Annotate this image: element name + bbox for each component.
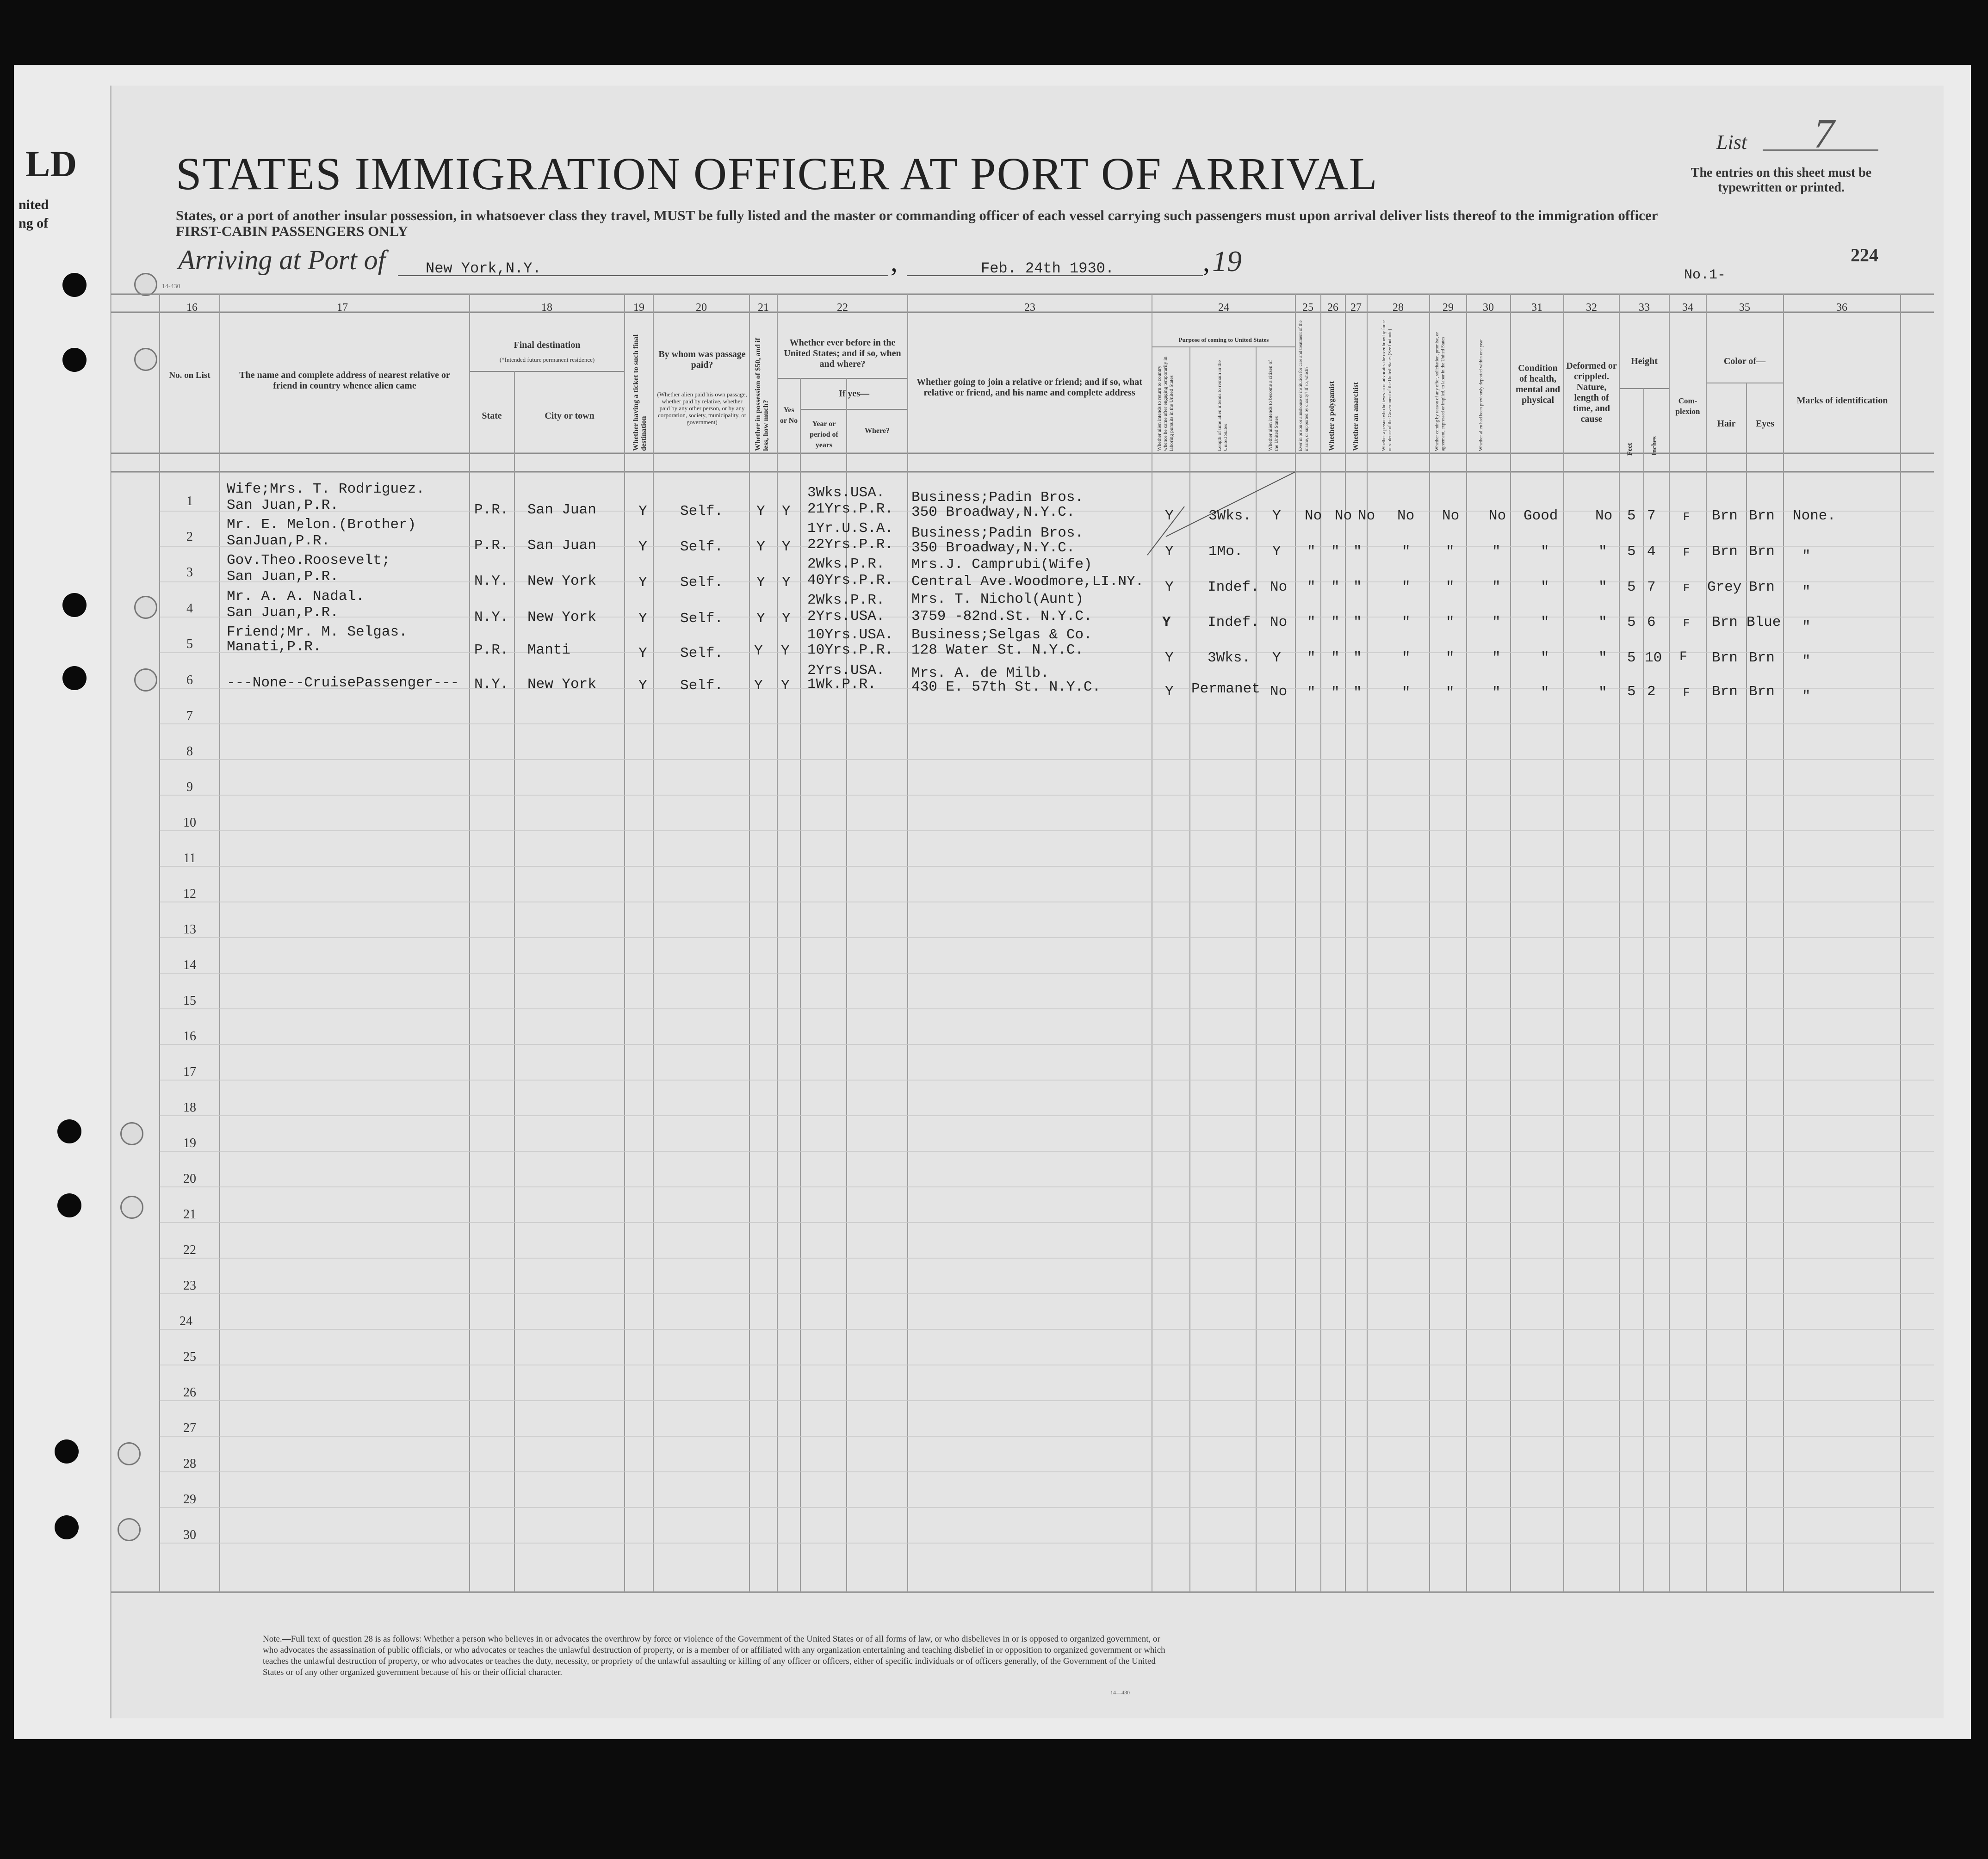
purpose-a-cell: Y: [1165, 684, 1174, 700]
city-cell: New York: [527, 609, 596, 625]
join-line: 128 Water St. N.Y.C.: [911, 642, 1084, 658]
date-value: Feb. 24th 1930.: [981, 260, 1115, 277]
row-number: 3: [186, 565, 193, 580]
city-cell: San Juan: [527, 502, 596, 518]
column-number: 35: [1739, 302, 1750, 314]
purpose-c-cell: Y: [1272, 543, 1281, 560]
header-where: Where?: [865, 427, 890, 435]
solicitation-cell: ": [1446, 614, 1455, 630]
relative-line: Gov.Theo.Roosevelt;: [227, 552, 390, 568]
form-subtitle: States, or a port of another insular possession, in whatsoever class they travel, MUST be fully listed and the master or commanding officer of each vessel carrying such passengers must upon arrival deliver lists thereof to the immigration officer: [176, 207, 1658, 223]
ticket-cell: Y: [638, 503, 647, 519]
prison-cell: No: [1305, 508, 1322, 524]
margin-fragment: ng of: [19, 216, 49, 231]
ticket-cell: Y: [638, 645, 647, 661]
eyes-cell: Brn: [1749, 650, 1775, 666]
deported-cell: ": [1492, 650, 1501, 666]
feet-cell: 5: [1627, 684, 1636, 700]
overthrow-cell: ": [1402, 543, 1411, 560]
before-cell: Y: [782, 503, 791, 519]
eyes-cell: Brn: [1749, 508, 1775, 524]
purpose-b-cell: 3Wks.: [1208, 508, 1252, 524]
period-line: 21Yrs.P.R.: [807, 501, 894, 517]
period-line: 3Wks.USA.: [807, 485, 885, 501]
header-city: City or town: [545, 411, 595, 421]
header-deformed: Deformed or crippled. Nature, length of time, and cause: [1566, 361, 1617, 424]
column-number: 18: [541, 302, 552, 314]
header-by-whom-paid-note: (Whether alien paid his own passage, whether paid by relative, whether paid by any other person, or by any corporation, society, municipality, or government): [657, 391, 747, 426]
row-number: 25: [183, 1350, 196, 1364]
relative-line: Mr. E. Melon.(Brother): [227, 517, 416, 533]
city-cell: New York: [527, 573, 596, 589]
period-line: 1Yr.U.S.A.: [807, 520, 894, 537]
overthrow-cell: No: [1397, 508, 1415, 524]
state-cell: P.R.: [474, 502, 509, 518]
health-cell: Good: [1524, 508, 1558, 524]
join-line: Business;Padin Bros.: [911, 525, 1084, 541]
overthrow-cell: ": [1402, 614, 1411, 630]
marks-cell: None.: [1793, 508, 1836, 524]
row-number: 4: [186, 601, 193, 616]
header-purpose-a: Whether alien intends to return to country whence he came after engaging temporarily in laboring pursuits in the United States: [1157, 356, 1174, 451]
deformed-cell: ": [1598, 543, 1607, 560]
paid-cell: Self.: [680, 539, 724, 555]
state-cell: N.Y.: [474, 573, 509, 589]
header-relative-address: The name and complete address of nearest relative or friend in country whence alien came: [239, 370, 450, 391]
health-cell: ": [1541, 685, 1549, 701]
period-line: 2Wks.P.R.: [807, 592, 885, 608]
column-number: 33: [1639, 302, 1650, 314]
paid-cell: Self.: [680, 611, 724, 627]
header-marks: Marks of identification: [1796, 395, 1888, 406]
header-eyes: Eyes: [1756, 419, 1774, 429]
header-if-yes: If yes—: [838, 389, 870, 399]
paid-cell: Self.: [680, 574, 724, 591]
inches-cell: 6: [1647, 614, 1656, 630]
before-cell: Y: [782, 539, 791, 555]
header-deported: Whether alien had been previously deported within one year: [1479, 339, 1484, 451]
deformed-cell: ": [1598, 614, 1607, 630]
before-cell: Y: [782, 574, 791, 591]
period-line: 1Wk.P.R.: [807, 676, 876, 692]
row-number: 26: [183, 1385, 196, 1400]
row-number: 23: [183, 1278, 196, 1293]
purpose-a-cell: Y: [1162, 614, 1171, 630]
header-by-whom-paid: By whom was passage paid?: [658, 349, 746, 370]
header-possession-50: Whether in possession of $50, and if less, how much?: [754, 338, 770, 451]
period-line: 22Yrs.P.R.: [807, 537, 894, 553]
header-yes-or-no: Yes or No: [780, 406, 798, 425]
row-number: 18: [183, 1100, 196, 1115]
ticket-cell: Y: [638, 678, 647, 694]
join-line: Mrs. T. Nichol(Aunt): [911, 591, 1084, 607]
marks-cell: ": [1802, 688, 1811, 704]
purpose-c-cell: No: [1270, 579, 1288, 595]
inches-cell: 7: [1647, 508, 1656, 524]
column-number: 31: [1531, 302, 1542, 314]
sheet-number: No.1-: [1684, 267, 1726, 283]
money-cell: Y: [756, 503, 765, 519]
row-number: 12: [183, 887, 196, 901]
period-line: 2Yrs.USA.: [807, 608, 885, 624]
relative-line: SanJuan,P.R.: [227, 533, 330, 549]
purpose-b-cell: Indef.: [1208, 614, 1259, 630]
health-cell: ": [1541, 650, 1549, 666]
city-cell: Manti: [527, 642, 571, 658]
comma: ,: [891, 247, 898, 277]
arriving-label: Arriving at Port of: [178, 245, 386, 275]
join-line: Central Ave.Woodmore,LI.NY.: [911, 574, 1144, 590]
polygamist-cell: ": [1331, 614, 1340, 630]
complexion-cell: F: [1683, 547, 1690, 559]
prison-cell: ": [1307, 543, 1316, 560]
prison-cell: ": [1307, 614, 1316, 630]
hair-cell: Grey: [1707, 579, 1742, 595]
row-number: 9: [186, 780, 193, 794]
column-number: 28: [1393, 302, 1404, 314]
purpose-b-cell: Indef.: [1208, 579, 1259, 595]
column-number: 24: [1218, 302, 1229, 314]
row-number: 19: [183, 1136, 196, 1150]
overthrow-cell: ": [1402, 650, 1411, 666]
header-color-of: Color of—: [1723, 356, 1766, 366]
period-line: 40Yrs.P.R.: [807, 572, 894, 588]
row-number: 1: [186, 494, 193, 508]
relative-line: San Juan,P.R.: [227, 497, 339, 513]
column-number: 26: [1327, 302, 1338, 314]
row-number: 10: [183, 815, 196, 830]
row-number: 24: [180, 1314, 192, 1328]
row-number: 7: [186, 709, 193, 723]
feet-cell: 5: [1627, 614, 1636, 630]
purpose-a-cell: Y: [1165, 650, 1174, 666]
join-line: 350 Broadway,N.Y.C.: [911, 540, 1075, 556]
marks-cell: ": [1802, 584, 1811, 600]
prison-cell: ": [1307, 685, 1316, 701]
deported-cell: No: [1489, 508, 1506, 524]
inches-cell: 2: [1647, 684, 1656, 700]
anarchist-cell: ": [1353, 579, 1362, 595]
footnote-code: 14—430: [1110, 1689, 1130, 1696]
polygamist-cell: ": [1331, 650, 1340, 666]
deported-cell: ": [1492, 579, 1501, 595]
feet-cell: 5: [1627, 543, 1636, 560]
header-feet: Feet: [1626, 443, 1634, 456]
header-believes-overthrow: Whether a person who believes in or advocates the overthrow by force or violence of the Government of the United States (See footnote): [1381, 320, 1393, 451]
join-line: Mrs.J. Camprubi(Wife): [911, 556, 1092, 573]
state-cell: N.Y.: [474, 609, 509, 625]
money-cell: Y: [756, 574, 765, 591]
row-number: 28: [183, 1457, 196, 1471]
deported-cell: ": [1492, 543, 1501, 560]
purpose-c-cell: Y: [1272, 650, 1281, 666]
hair-cell: Brn: [1712, 614, 1738, 630]
polygamist-cell: No: [1335, 508, 1352, 524]
header-polygamist: Whether a polygamist: [1328, 381, 1336, 451]
solicitation-cell: ": [1446, 685, 1455, 701]
purpose-a-cell: Y: [1165, 579, 1174, 595]
join-line: 430 E. 57th St. N.Y.C.: [911, 679, 1101, 695]
purpose-a-cell: Y: [1165, 543, 1174, 560]
paid-cell: Self.: [680, 678, 724, 694]
row-number: 5: [186, 637, 193, 651]
purpose-b-cell: Permanet: [1191, 681, 1260, 697]
before-cell: Y: [781, 678, 790, 694]
state-cell: N.Y.: [474, 676, 509, 692]
join-line: 3759 -82nd.St. N.Y.C.: [911, 608, 1092, 624]
row-number: 29: [183, 1492, 196, 1507]
period-line: 10Yrs.P.R.: [807, 642, 894, 658]
column-number: 36: [1836, 302, 1847, 314]
anarchist-cell: No: [1358, 508, 1375, 524]
deformed-cell: ": [1598, 579, 1607, 595]
join-line: 350 Broadway,N.Y.C.: [911, 504, 1075, 520]
header-height: Height: [1631, 356, 1658, 366]
purpose-a-cell: Y: [1165, 508, 1174, 524]
row-number: 2: [186, 530, 193, 544]
header-purpose-c: Whether alien intends to become a citizen of the United States: [1268, 360, 1279, 451]
money-cell: Y: [756, 611, 765, 627]
form-code: 14-430: [162, 283, 180, 290]
header-ever-before: Whether ever before in the United States; and if so, when and where?: [784, 338, 901, 369]
city-cell: New York: [527, 676, 596, 692]
anarchist-cell: ": [1353, 543, 1362, 560]
period-line: 10Yrs.USA.: [807, 627, 894, 643]
solicitation-cell: No: [1442, 508, 1460, 524]
list-label: List: [1716, 131, 1747, 154]
complexion-cell: F: [1683, 618, 1690, 630]
eyes-cell: Brn: [1749, 543, 1775, 560]
period-line: 2Wks.P.R.: [807, 556, 885, 572]
feet-cell: 5: [1627, 650, 1636, 666]
purpose-c-cell: No: [1270, 684, 1288, 700]
polygamist-cell: ": [1331, 543, 1340, 560]
complexion-cell: F: [1683, 687, 1690, 699]
anarchist-cell: ": [1353, 614, 1362, 630]
footnote: Note.—Full text of question 28 is as follows: Whether a person who believes in or advocates the overthrow by force or violence of the Government of the United States or of all forms of law, or who disbelieves in or is opposed to organized government, or who advocates the assassination of public officials, or who advocates or teaches the unlawful destruction of property, or is a member of or affiliated with any organization entertaining and teaching disbelief in or opposition to organized government or which teaches the unlawful destruction of property, or who advocates or teaches the duty, necessity, or propriety of the unlawful assaulting or killing of any officer or officers, either of specific individuals or of officers generally, of the Government of the United States or of any other organized government because of his or their official character.: [263, 1634, 1165, 1677]
header-purpose: Purpose of coming to United States: [1178, 336, 1269, 343]
relative-line: Mr. A. A. Nadal.: [227, 588, 365, 605]
feet-cell: 5: [1627, 508, 1636, 524]
overthrow-cell: ": [1402, 579, 1411, 595]
header-final-destination-note: (*Intended future permanent residence): [499, 356, 595, 363]
health-cell: ": [1541, 614, 1549, 630]
margin-fragment: LD: [25, 144, 77, 185]
paid-cell: Self.: [680, 645, 724, 661]
column-number: 25: [1302, 302, 1313, 314]
purpose-b-cell: 3Wks.: [1208, 650, 1251, 666]
header-offer-solicitation: Whether coming by reason of any offer, solicitation, promise, or agreement, expressed or implied, to labor in the United States: [1435, 332, 1446, 451]
column-number: 20: [696, 302, 707, 314]
solicitation-cell: ": [1446, 579, 1455, 595]
header-condition: Condition of health, mental and physical: [1515, 363, 1561, 405]
state-cell: P.R.: [474, 642, 509, 658]
complexion-cell: F: [1679, 650, 1687, 664]
ticket-cell: Y: [638, 611, 647, 627]
header-state: State: [482, 411, 502, 421]
header-hair: Hair: [1717, 419, 1736, 429]
deformed-cell: ": [1598, 650, 1607, 666]
column-number: 21: [758, 302, 769, 314]
list-number: 7: [1814, 111, 1834, 157]
money-cell: Y: [754, 643, 763, 659]
column-number: 32: [1586, 302, 1597, 314]
join-line: Business;Padin Bros.: [911, 489, 1084, 506]
solicitation-cell: ": [1446, 543, 1455, 560]
join-line: Mrs. A. de Milb.: [911, 665, 1049, 681]
row-number: 27: [183, 1421, 196, 1435]
overthrow-cell: ": [1402, 685, 1411, 701]
header-complexion: Com-plexion: [1675, 396, 1700, 416]
hair-cell: Brn: [1712, 684, 1738, 700]
column-number: 34: [1682, 302, 1693, 314]
deformed-cell: ": [1598, 685, 1607, 701]
marks-cell: ": [1802, 548, 1811, 564]
complexion-cell: F: [1683, 511, 1690, 524]
hair-cell: Brn: [1712, 650, 1738, 666]
inches-cell: 7: [1647, 579, 1656, 595]
inches-cell: 10: [1645, 650, 1662, 666]
relative-line: ---None--CruisePassenger---: [227, 675, 459, 691]
column-number: 17: [337, 302, 348, 314]
deported-cell: ": [1492, 685, 1501, 701]
feet-cell: 5: [1627, 579, 1636, 595]
solicitation-cell: ": [1446, 650, 1455, 666]
header-year-period: Year or period of years: [810, 420, 838, 449]
relative-line: Wife;Mrs. T. Rodriguez.: [227, 481, 425, 497]
deported-cell: ": [1492, 614, 1501, 630]
row-number: 20: [183, 1172, 196, 1186]
relative-line: Friend;Mr. M. Selgas.: [227, 624, 408, 640]
hair-cell: Brn: [1712, 543, 1738, 560]
row-number: 22: [183, 1243, 196, 1257]
header-prison: Ever in prison or almshouse or institution for care and treatment of the insane, or supported by charity? If so, which?: [1298, 320, 1309, 451]
year-prefix: 19: [1212, 245, 1242, 278]
row-number: 13: [183, 922, 196, 937]
before-cell: Y: [782, 611, 791, 627]
purpose-b-cell: 1Mo.: [1208, 543, 1243, 560]
stamp-number: 224: [1851, 245, 1878, 266]
page-title: STATES IMMIGRATION OFFICER AT PORT OF ARRIVAL: [176, 148, 1378, 199]
ticket-cell: Y: [638, 574, 647, 591]
header-no-on-list: No. on List: [169, 371, 211, 380]
purpose-c-cell: No: [1270, 614, 1288, 630]
passenger-class: FIRST-CABIN PASSENGERS ONLY: [176, 223, 408, 239]
ticket-cell: Y: [638, 539, 647, 555]
polygamist-cell: ": [1331, 685, 1340, 701]
money-cell: Y: [754, 678, 763, 694]
complexion-cell: F: [1683, 582, 1690, 595]
header-purpose-b: Length of time alien intends to remain in the United States: [1217, 360, 1228, 451]
eyes-cell: Brn: [1749, 579, 1775, 595]
header-ticket: Whether having a ticket to such final destination: [632, 334, 648, 451]
purpose-c-cell: Y: [1272, 508, 1281, 524]
marks-cell: ": [1802, 619, 1811, 635]
before-cell: Y: [781, 643, 790, 659]
comma: ,: [1203, 247, 1210, 277]
port-value: New York,N.Y.: [426, 260, 541, 277]
anarchist-cell: ": [1353, 685, 1362, 701]
column-number: 16: [186, 302, 198, 314]
anarchist-cell: ": [1353, 650, 1362, 666]
join-line: Business;Selgas & Co.: [911, 627, 1092, 643]
row-number: 11: [183, 851, 196, 865]
row-number: 14: [183, 958, 196, 972]
column-number: 22: [837, 302, 848, 314]
row-number: 17: [183, 1065, 196, 1079]
column-number: 23: [1024, 302, 1035, 314]
state-cell: P.R.: [474, 537, 509, 554]
eyes-cell: Blue: [1746, 614, 1781, 630]
column-number: 19: [633, 302, 644, 314]
column-number: 29: [1443, 302, 1454, 314]
prison-cell: ": [1307, 650, 1316, 666]
health-cell: ": [1541, 579, 1549, 595]
row-number: 8: [186, 744, 193, 759]
row-number: 6: [186, 673, 193, 687]
header-joining: Whether going to join a relative or friend; and if so, what relative or friend, and his name and complete address: [917, 377, 1142, 398]
header-final-destination: Final destination: [514, 340, 581, 350]
health-cell: ": [1541, 543, 1549, 560]
paid-cell: Self.: [680, 503, 724, 519]
column-number: 30: [1483, 302, 1494, 314]
relative-line: San Juan,P.R.: [227, 605, 339, 621]
column-number: 27: [1350, 302, 1362, 314]
period-line: 2Yrs.USA.: [807, 662, 885, 679]
row-number: 30: [183, 1528, 196, 1542]
header-inches: Inches: [1651, 436, 1658, 456]
relative-line: Manati,P.R.: [227, 639, 322, 655]
hair-cell: Brn: [1712, 508, 1738, 524]
prison-cell: ": [1307, 579, 1316, 595]
row-number: 15: [183, 994, 196, 1008]
polygamist-cell: ": [1331, 579, 1340, 595]
row-number: 21: [183, 1207, 196, 1222]
relative-line: San Juan,P.R.: [227, 568, 339, 585]
city-cell: San Juan: [527, 537, 596, 554]
marks-cell: ": [1802, 653, 1811, 669]
row-number: 16: [183, 1029, 196, 1044]
money-cell: Y: [756, 539, 765, 555]
margin-fragment: nited: [19, 197, 49, 212]
deformed-cell: No: [1595, 508, 1613, 524]
typewritten-note: The entries on this sheet must be typewritten or printed.: [1691, 166, 1872, 195]
inches-cell: 4: [1647, 543, 1656, 560]
eyes-cell: Brn: [1749, 684, 1775, 700]
header-anarchist: Whether an anarchist: [1352, 382, 1360, 451]
